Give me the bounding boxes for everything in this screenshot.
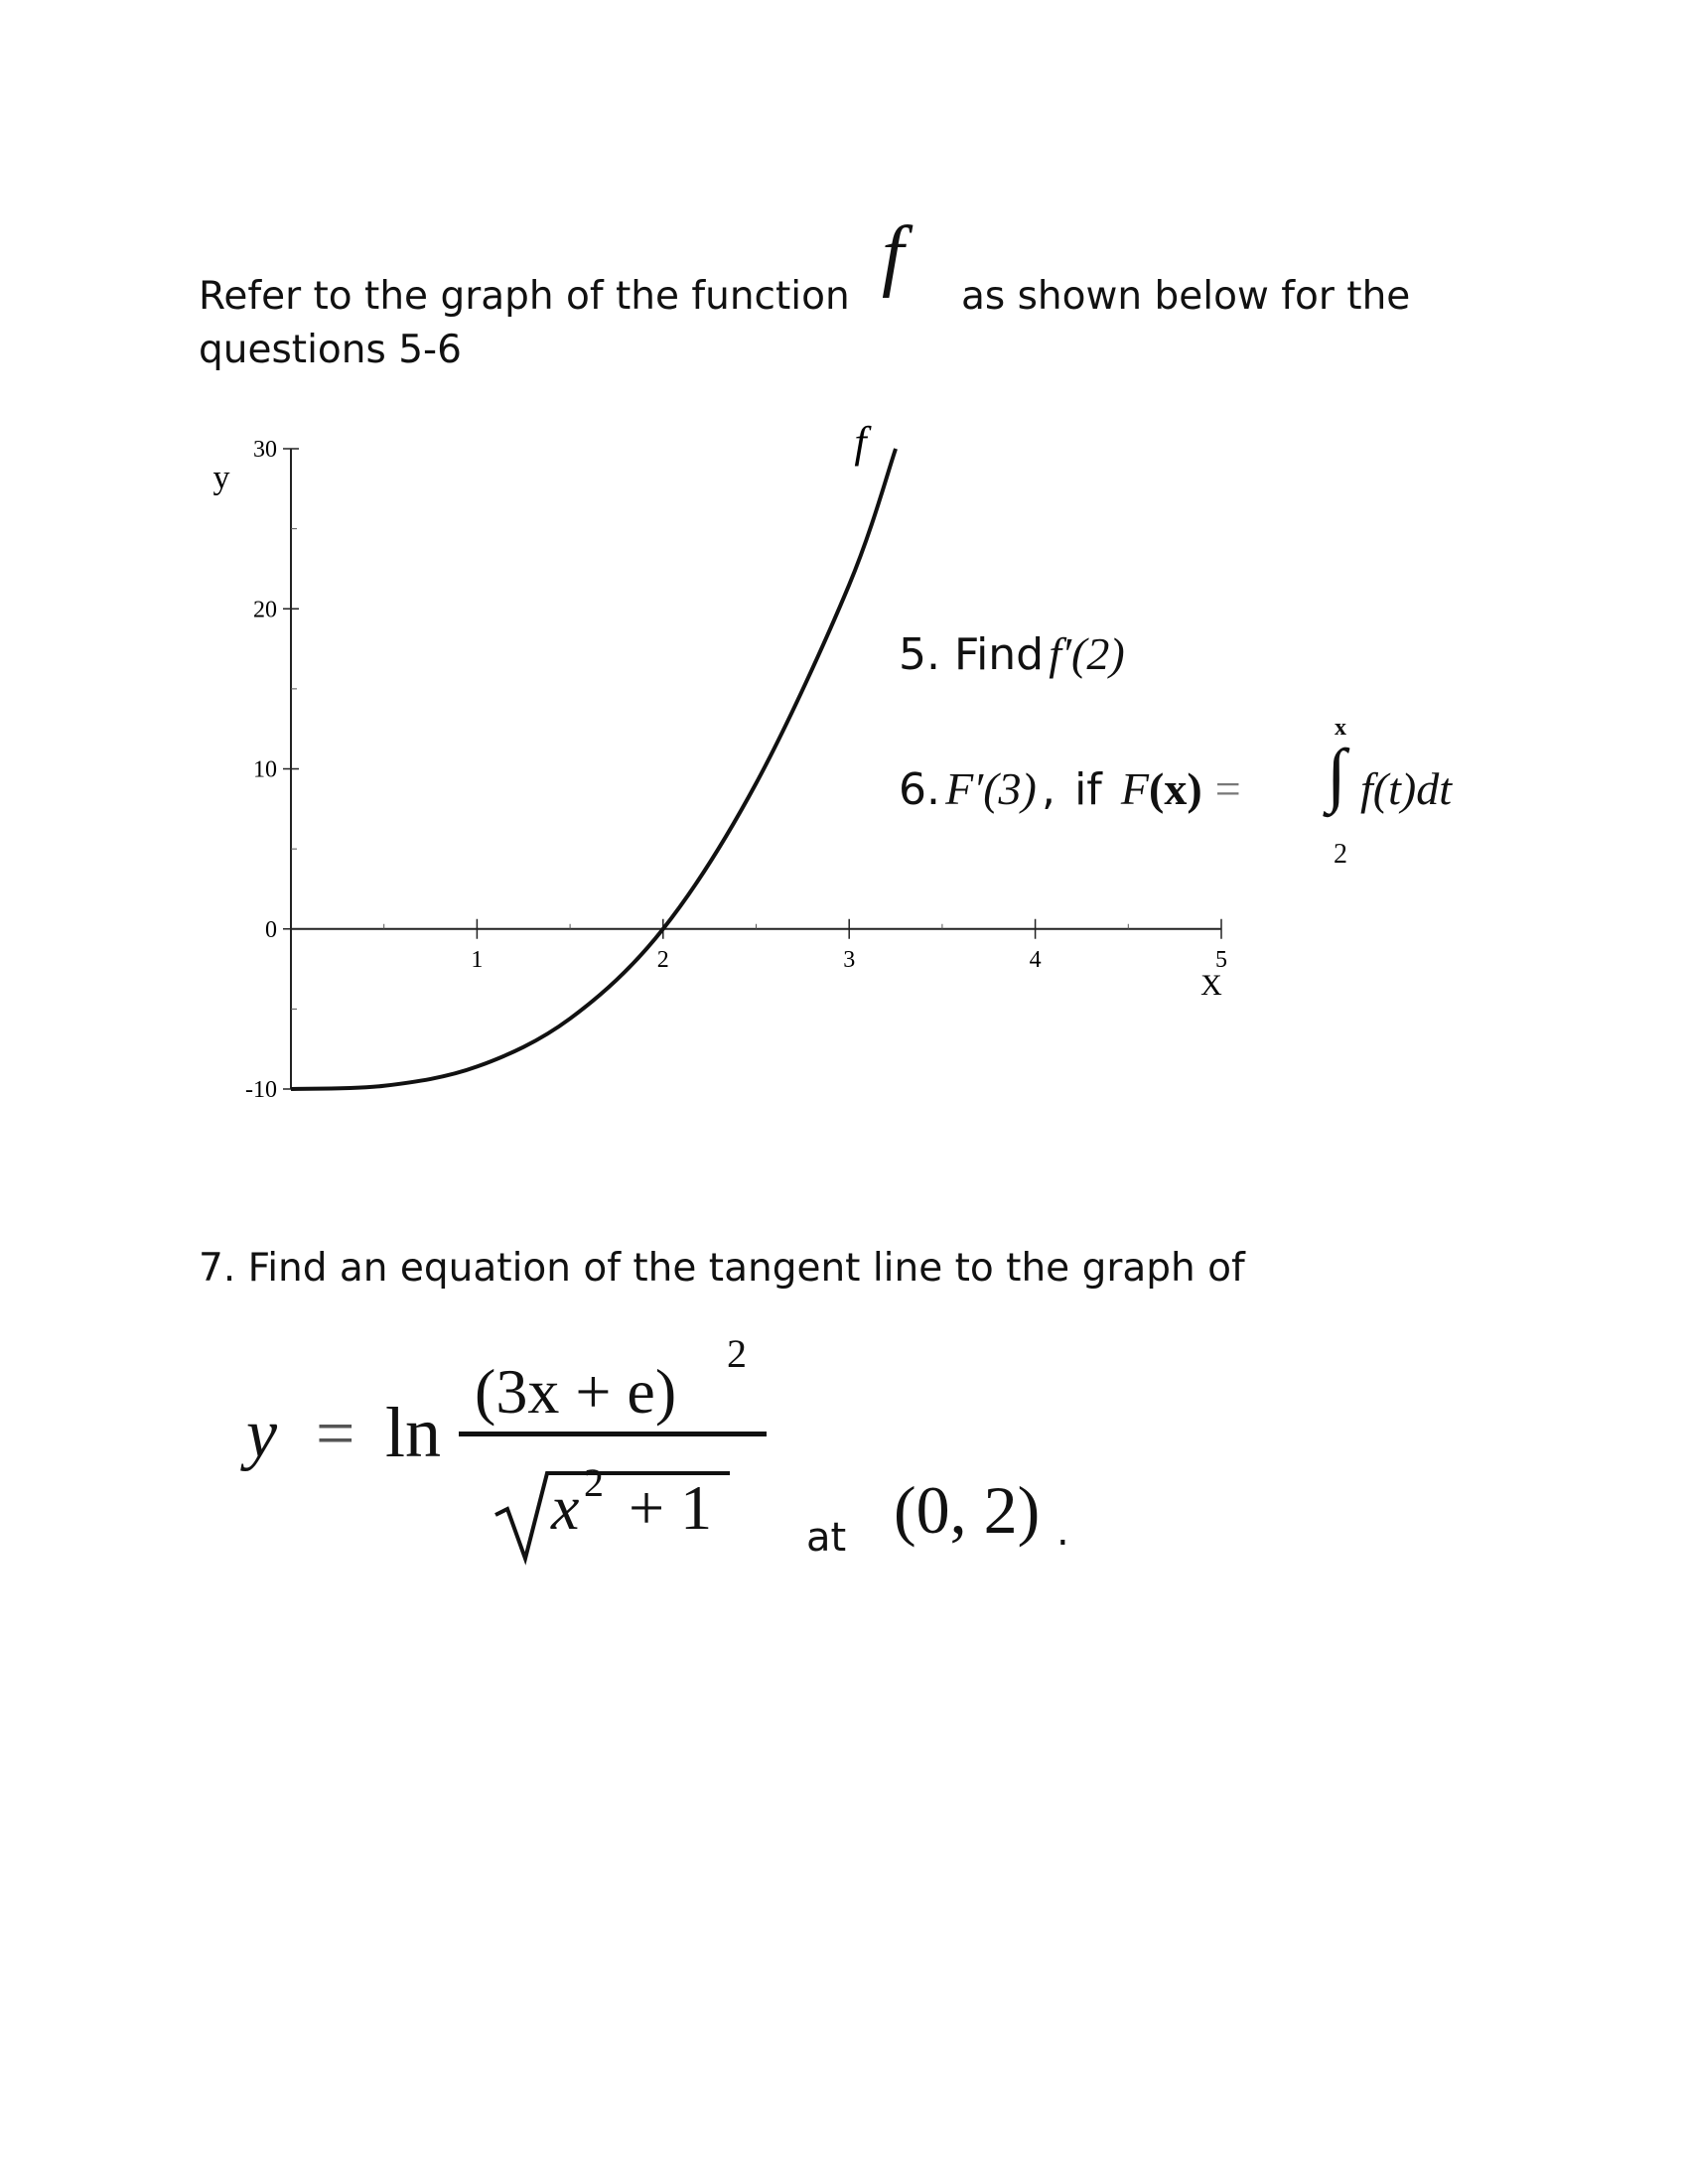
q7-point: (0, 2) <box>894 1472 1041 1548</box>
q6-comma: , <box>1041 764 1055 815</box>
q7-denominator-exponent: 2 <box>584 1460 604 1505</box>
intro-f-symbol: f <box>882 211 905 299</box>
q5-expression <box>1049 628 1124 679</box>
q6-lower-limit: 2 <box>1334 839 1347 870</box>
y-tick-label: 10 <box>253 756 277 783</box>
q7-denominator-tail: + 1 <box>629 1472 713 1543</box>
x-tick-label: 1 <box>471 946 484 973</box>
q6-integrand: f(t)dt <box>1360 763 1452 814</box>
q5-prefix: 5. Find <box>899 629 1045 680</box>
q6-equals: = <box>1214 763 1241 814</box>
q7-numerator-text: (3x + e) <box>475 1356 677 1427</box>
q7-fraction-bar <box>459 1432 767 1436</box>
q6-prefix: 6. <box>899 764 940 815</box>
x-tick-label: 4 <box>1029 946 1042 973</box>
y-tick-label: 20 <box>253 597 277 623</box>
question-5 <box>899 627 1125 680</box>
curve-label: f <box>854 418 867 468</box>
question-6 <box>899 762 1241 815</box>
q7-equals: = <box>316 1396 355 1472</box>
y-axis-label: y <box>212 460 230 496</box>
q6-expression: F′(3) <box>945 763 1037 814</box>
y-tick-label: 30 <box>253 437 277 463</box>
q7-at-word: at <box>806 1515 847 1561</box>
intro-text-part1: Refer to the graph of the function <box>199 274 850 319</box>
x-tick-label: 5 <box>1215 946 1227 973</box>
q7-period: . <box>1056 1509 1069 1555</box>
q6-x-arg: (x) <box>1149 763 1202 814</box>
q6-F: F <box>1120 763 1149 814</box>
y-tick-label: 0 <box>265 916 277 943</box>
q5-expr-text: f′(2) <box>1049 628 1125 679</box>
q7-ln: ln <box>385 1393 442 1472</box>
x-axis-label: X <box>1200 968 1222 1002</box>
x-tick-label: 3 <box>843 946 856 973</box>
question-7-text: 7. Find an equation of the tangent line to the graph of <box>199 1246 1245 1291</box>
q7-numerator <box>475 1355 676 1429</box>
q6-upper-limit: x <box>1335 715 1346 741</box>
q6-if-word: if <box>1074 764 1102 815</box>
curve-f <box>291 449 896 1089</box>
intro-text-part2: as shown below for the <box>961 274 1411 319</box>
q7-lhs-y: y <box>246 1396 278 1472</box>
q7-denominator-x: x <box>551 1472 580 1543</box>
y-tick-label: -10 <box>245 1077 277 1103</box>
q6-integral-sign: ∫ <box>1327 735 1346 814</box>
intro-text-part3: questions 5-6 <box>199 328 462 372</box>
q7-numerator-exponent: 2 <box>727 1331 747 1376</box>
x-tick-label: 2 <box>656 946 669 973</box>
